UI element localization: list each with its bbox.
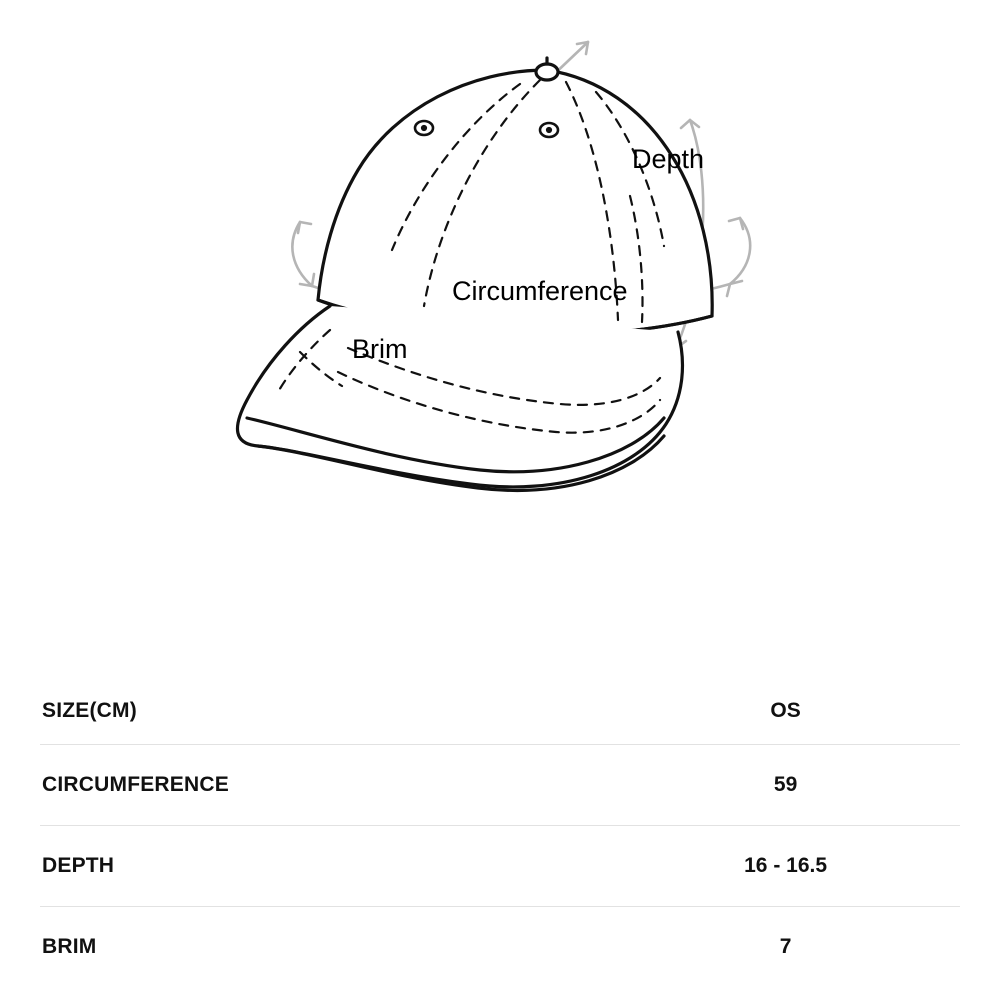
table-row <box>40 826 960 907</box>
table-row-value-brim: 7 <box>779 935 792 958</box>
table-row-value-circumference: 59 <box>611 745 960 826</box>
table-header-size-value: OS <box>611 678 960 745</box>
table-row-label-depth: DEPTH <box>40 826 611 907</box>
table-row-label-brim: BRIM <box>42 935 97 958</box>
table-row-value-depth: 16 - 16.5 <box>611 826 960 907</box>
table-header-row <box>40 678 960 745</box>
table-row <box>40 745 960 826</box>
diagram-label-circumference: Circumference <box>452 276 628 306</box>
table-row <box>40 907 960 988</box>
table-row-label-circumference: CIRCUMFERENCE <box>40 745 611 826</box>
diagram-label-depth: Depth <box>632 144 705 174</box>
size-table <box>40 678 960 987</box>
table-header-size-label: SIZE(CM) <box>40 678 611 745</box>
diagram-label-brim: Brim <box>352 334 408 364</box>
